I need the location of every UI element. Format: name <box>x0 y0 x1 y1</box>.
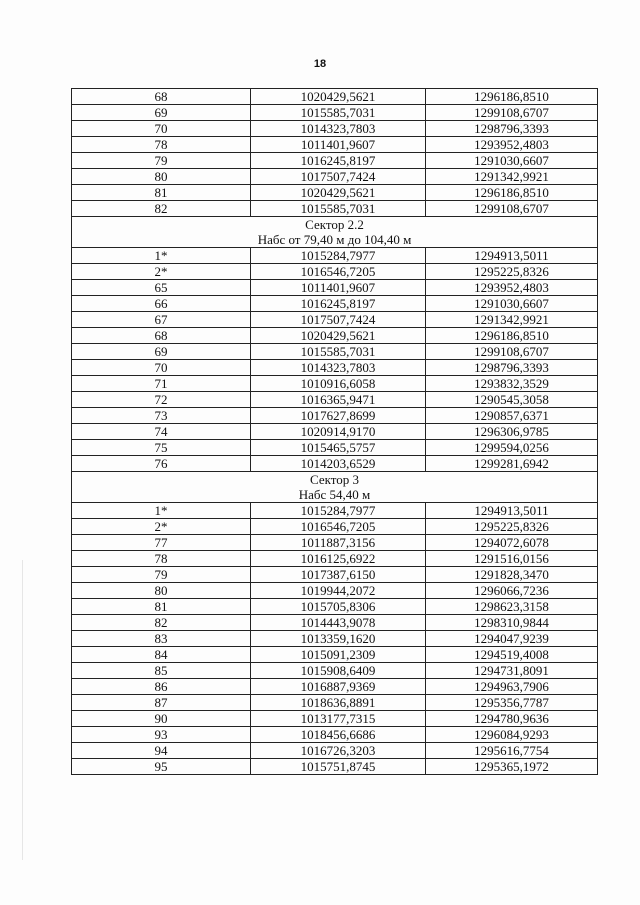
y-coordinate-cell: 1299281,6942 <box>426 456 598 472</box>
point-number-cell: 76 <box>72 456 251 472</box>
point-number-cell: 85 <box>72 663 251 679</box>
point-number-cell: 73 <box>72 408 251 424</box>
y-coordinate-cell: 1294963,7906 <box>426 679 598 695</box>
table-row <box>72 280 598 296</box>
x-coordinate-cell: 1018456,6686 <box>251 727 426 743</box>
x-coordinate-cell: 1016125,6922 <box>251 551 426 567</box>
point-number-cell: 2* <box>72 519 251 535</box>
y-coordinate-cell: 1298623,3158 <box>426 599 598 615</box>
point-number-cell: 70 <box>72 360 251 376</box>
y-coordinate-cell: 1291030,6607 <box>426 296 598 312</box>
x-coordinate-cell: 1015585,7031 <box>251 344 426 360</box>
y-coordinate-cell: 1296084,9293 <box>426 727 598 743</box>
x-coordinate-cell: 1019944,2072 <box>251 583 426 599</box>
y-coordinate-cell: 1295356,7787 <box>426 695 598 711</box>
x-coordinate-cell: 1015465,5757 <box>251 440 426 456</box>
point-number-cell: 68 <box>72 328 251 344</box>
x-coordinate-cell: 1014203,6529 <box>251 456 426 472</box>
table-row <box>72 695 598 711</box>
point-number-cell: 84 <box>72 647 251 663</box>
point-number-cell: 83 <box>72 631 251 647</box>
point-number-cell: 94 <box>72 743 251 759</box>
x-coordinate-cell: 1018636,8891 <box>251 695 426 711</box>
x-coordinate-cell: 1016887,9369 <box>251 679 426 695</box>
point-number-cell: 86 <box>72 679 251 695</box>
section-subtitle: Набс от 79,40 м до 104,40 м <box>257 232 412 247</box>
table-row <box>72 663 598 679</box>
coordinates-table-body <box>72 89 598 775</box>
table-row <box>72 89 598 105</box>
table-row <box>72 599 598 615</box>
point-number-cell: 1* <box>72 248 251 264</box>
point-number-cell: 82 <box>72 201 251 217</box>
x-coordinate-cell: 1015585,7031 <box>251 105 426 121</box>
y-coordinate-cell: 1296186,8510 <box>426 328 598 344</box>
table-row <box>72 679 598 695</box>
y-coordinate-cell: 1299594,0256 <box>426 440 598 456</box>
y-coordinate-cell: 1298796,3393 <box>426 360 598 376</box>
x-coordinate-cell: 1013359,1620 <box>251 631 426 647</box>
point-number-cell: 77 <box>72 535 251 551</box>
x-coordinate-cell: 1020429,5621 <box>251 328 426 344</box>
point-number-cell: 79 <box>72 567 251 583</box>
section-header-cell <box>72 217 598 248</box>
table-row <box>72 105 598 121</box>
table-row <box>72 567 598 583</box>
table-row <box>72 440 598 456</box>
table-row <box>72 185 598 201</box>
y-coordinate-cell: 1294731,8091 <box>426 663 598 679</box>
point-number-cell: 66 <box>72 296 251 312</box>
y-coordinate-cell: 1296306,9785 <box>426 424 598 440</box>
y-coordinate-cell: 1294913,5011 <box>426 503 598 519</box>
x-coordinate-cell: 1016245,8197 <box>251 296 426 312</box>
scan-edge-mark <box>22 560 23 860</box>
table-row <box>72 296 598 312</box>
x-coordinate-cell: 1014323,7803 <box>251 121 426 137</box>
y-coordinate-cell: 1298796,3393 <box>426 121 598 137</box>
y-coordinate-cell: 1294072,6078 <box>426 535 598 551</box>
y-coordinate-cell: 1294780,9636 <box>426 711 598 727</box>
y-coordinate-cell: 1293832,3529 <box>426 376 598 392</box>
point-number-cell: 81 <box>72 185 251 201</box>
section-title: Сектор 2.2 <box>305 217 364 232</box>
y-coordinate-cell: 1298310,9844 <box>426 615 598 631</box>
point-number-cell: 1* <box>72 503 251 519</box>
table-row <box>72 344 598 360</box>
point-number-cell: 78 <box>72 551 251 567</box>
point-number-cell: 2* <box>72 264 251 280</box>
y-coordinate-cell: 1290857,6371 <box>426 408 598 424</box>
x-coordinate-cell: 1011887,3156 <box>251 535 426 551</box>
section-header-cell <box>72 472 598 503</box>
y-coordinate-cell: 1291516,0156 <box>426 551 598 567</box>
x-coordinate-cell: 1015091,2309 <box>251 647 426 663</box>
table-row <box>72 424 598 440</box>
y-coordinate-cell: 1299108,6707 <box>426 344 598 360</box>
point-number-cell: 81 <box>72 599 251 615</box>
y-coordinate-cell: 1293952,4803 <box>426 137 598 153</box>
point-number-cell: 75 <box>72 440 251 456</box>
point-number-cell: 80 <box>72 583 251 599</box>
table-row <box>72 264 598 280</box>
x-coordinate-cell: 1020429,5621 <box>251 89 426 105</box>
point-number-cell: 69 <box>72 105 251 121</box>
table-row <box>72 376 598 392</box>
point-number-cell: 65 <box>72 280 251 296</box>
point-number-cell: 93 <box>72 727 251 743</box>
y-coordinate-cell: 1291342,9921 <box>426 169 598 185</box>
point-number-cell: 68 <box>72 89 251 105</box>
table-row <box>72 248 598 264</box>
table-row <box>72 711 598 727</box>
point-number-cell: 80 <box>72 169 251 185</box>
section-title: Сектор 3 <box>309 472 359 487</box>
x-coordinate-cell: 1015585,7031 <box>251 201 426 217</box>
point-number-cell: 90 <box>72 711 251 727</box>
point-number-cell: 82 <box>72 615 251 631</box>
x-coordinate-cell: 1017627,8699 <box>251 408 426 424</box>
point-number-cell: 95 <box>72 759 251 775</box>
section-header-row <box>72 217 598 248</box>
point-number-cell: 74 <box>72 424 251 440</box>
y-coordinate-cell: 1290545,3058 <box>426 392 598 408</box>
point-number-cell: 69 <box>72 344 251 360</box>
y-coordinate-cell: 1294519,4008 <box>426 647 598 663</box>
table-row <box>72 583 598 599</box>
y-coordinate-cell: 1294913,5011 <box>426 248 598 264</box>
y-coordinate-cell: 1295225,8326 <box>426 264 598 280</box>
y-coordinate-cell: 1295365,1972 <box>426 759 598 775</box>
x-coordinate-cell: 1014323,7803 <box>251 360 426 376</box>
y-coordinate-cell: 1296186,8510 <box>426 89 598 105</box>
point-number-cell: 78 <box>72 137 251 153</box>
y-coordinate-cell: 1296066,7236 <box>426 583 598 599</box>
table-row <box>72 360 598 376</box>
x-coordinate-cell: 1015705,8306 <box>251 599 426 615</box>
y-coordinate-cell: 1295616,7754 <box>426 743 598 759</box>
x-coordinate-cell: 1016726,3203 <box>251 743 426 759</box>
y-coordinate-cell: 1299108,6707 <box>426 201 598 217</box>
table-row <box>72 153 598 169</box>
x-coordinate-cell: 1016546,7205 <box>251 519 426 535</box>
x-coordinate-cell: 1013177,7315 <box>251 711 426 727</box>
table-row <box>72 328 598 344</box>
table-row <box>72 615 598 631</box>
table-row <box>72 456 598 472</box>
coordinates-table <box>71 88 598 775</box>
x-coordinate-cell: 1017387,6150 <box>251 567 426 583</box>
page-number: 18 <box>313 58 327 70</box>
table-row <box>72 201 598 217</box>
x-coordinate-cell: 1017507,7424 <box>251 169 426 185</box>
point-number-cell: 79 <box>72 153 251 169</box>
y-coordinate-cell: 1293952,4803 <box>426 280 598 296</box>
table-row <box>72 535 598 551</box>
section-header-row <box>72 472 598 503</box>
table-row <box>72 312 598 328</box>
table-row <box>72 392 598 408</box>
x-coordinate-cell: 1020429,5621 <box>251 185 426 201</box>
table-row <box>72 137 598 153</box>
x-coordinate-cell: 1011401,9607 <box>251 137 426 153</box>
y-coordinate-cell: 1296186,8510 <box>426 185 598 201</box>
x-coordinate-cell: 1011401,9607 <box>251 280 426 296</box>
y-coordinate-cell: 1291342,9921 <box>426 312 598 328</box>
x-coordinate-cell: 1015908,6409 <box>251 663 426 679</box>
x-coordinate-cell: 1015284,7977 <box>251 503 426 519</box>
y-coordinate-cell: 1291828,3470 <box>426 567 598 583</box>
x-coordinate-cell: 1017507,7424 <box>251 312 426 328</box>
table-row <box>72 647 598 663</box>
point-number-cell: 87 <box>72 695 251 711</box>
x-coordinate-cell: 1016365,9471 <box>251 392 426 408</box>
table-row <box>72 503 598 519</box>
table-row <box>72 727 598 743</box>
y-coordinate-cell: 1295225,8326 <box>426 519 598 535</box>
y-coordinate-cell: 1294047,9239 <box>426 631 598 647</box>
x-coordinate-cell: 1016546,7205 <box>251 264 426 280</box>
table-row <box>72 631 598 647</box>
x-coordinate-cell: 1015751,8745 <box>251 759 426 775</box>
table-row <box>72 519 598 535</box>
table-row <box>72 551 598 567</box>
point-number-cell: 70 <box>72 121 251 137</box>
x-coordinate-cell: 1016245,8197 <box>251 153 426 169</box>
x-coordinate-cell: 1014443,9078 <box>251 615 426 631</box>
table-row <box>72 743 598 759</box>
point-number-cell: 72 <box>72 392 251 408</box>
y-coordinate-cell: 1299108,6707 <box>426 105 598 121</box>
point-number-cell: 71 <box>72 376 251 392</box>
table-row <box>72 408 598 424</box>
table-row <box>72 759 598 775</box>
table-row <box>72 169 598 185</box>
x-coordinate-cell: 1020914,9170 <box>251 424 426 440</box>
section-subtitle: Набс 54,40 м <box>298 487 371 502</box>
y-coordinate-cell: 1291030,6607 <box>426 153 598 169</box>
x-coordinate-cell: 1010916,6058 <box>251 376 426 392</box>
table-row <box>72 121 598 137</box>
point-number-cell: 67 <box>72 312 251 328</box>
x-coordinate-cell: 1015284,7977 <box>251 248 426 264</box>
